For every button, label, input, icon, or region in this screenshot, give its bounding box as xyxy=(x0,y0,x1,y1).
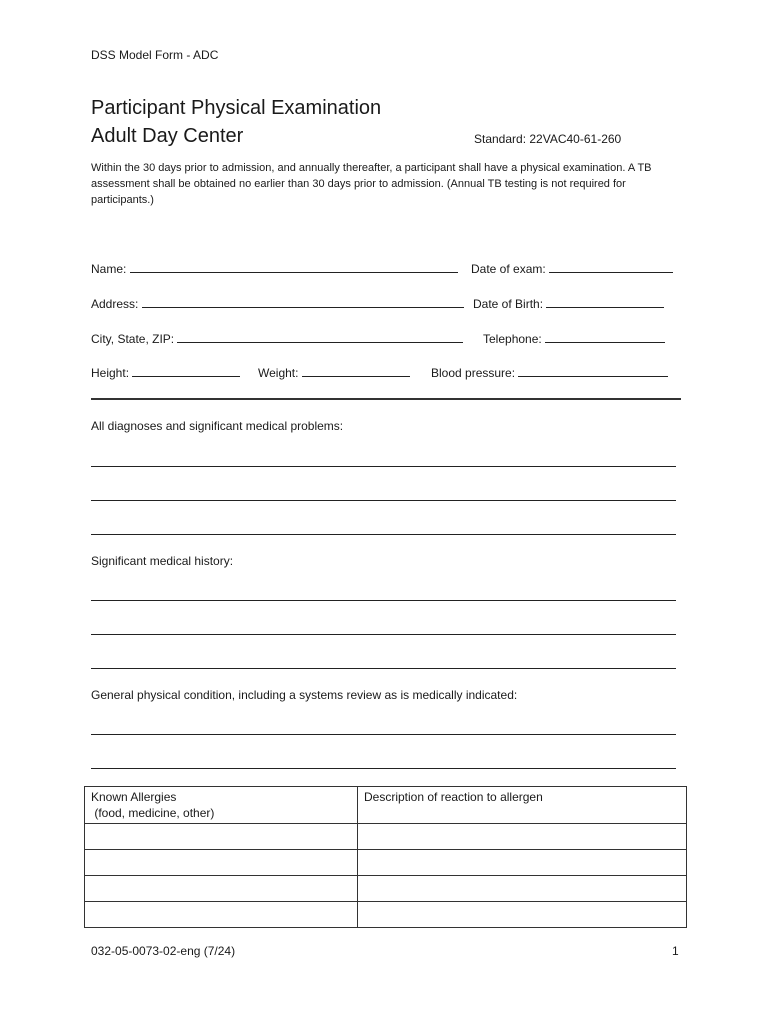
diagnoses-line-2[interactable] xyxy=(91,500,676,501)
table-row xyxy=(85,824,687,850)
allergies-table xyxy=(84,786,687,928)
table-row xyxy=(85,902,687,928)
city-state-zip-input-line[interactable] xyxy=(177,330,463,343)
form-title: Participant Physical Examination xyxy=(91,97,382,119)
physical-condition-line-1[interactable] xyxy=(91,734,676,735)
diagnoses-line-3[interactable] xyxy=(91,534,676,535)
reaction-cell[interactable] xyxy=(358,824,687,850)
date-of-birth-field-group xyxy=(473,295,664,312)
weight-input-line[interactable] xyxy=(302,364,410,377)
diagnoses-line-1[interactable] xyxy=(91,466,676,467)
telephone-input-line[interactable] xyxy=(545,330,665,343)
allergy-cell[interactable] xyxy=(85,824,358,850)
allergy-cell[interactable] xyxy=(85,876,358,902)
medical-history-line-3[interactable] xyxy=(91,668,676,669)
name-field-group xyxy=(91,260,458,277)
weight-label: Weight: xyxy=(258,366,299,380)
page-number: 1 xyxy=(672,944,679,958)
weight-field-group xyxy=(258,364,410,381)
known-allergies-header xyxy=(85,787,358,824)
section-divider xyxy=(91,398,681,400)
city-state-zip-field-group xyxy=(91,330,463,347)
reaction-cell[interactable] xyxy=(358,876,687,902)
reaction-cell[interactable] xyxy=(358,850,687,876)
date-of-birth-label: Date of Birth: xyxy=(473,297,544,311)
medical-history-line-2[interactable] xyxy=(91,634,676,635)
table-row xyxy=(85,876,687,902)
date-of-exam-field-group xyxy=(471,260,673,277)
telephone-field-group xyxy=(483,330,665,347)
medical-history-label: Significant medical history: xyxy=(91,554,234,568)
known-allergies-header-line2: (food, medicine, other) xyxy=(91,806,215,820)
date-of-exam-input-line[interactable] xyxy=(549,260,673,273)
standard-reference: Standard: 22VAC40-61-260 xyxy=(474,132,622,146)
diagnoses-label: All diagnoses and significant medical problems: xyxy=(91,419,344,433)
form-number: 032-05-0073-02-eng (7/24) xyxy=(91,944,236,958)
height-input-line[interactable] xyxy=(132,364,240,377)
reaction-description-header: Description of reaction to allergen xyxy=(358,787,687,824)
height-field-group xyxy=(91,364,240,381)
telephone-label: Telephone: xyxy=(483,332,542,346)
date-of-exam-label: Date of exam: xyxy=(471,262,546,276)
allergies-table-header-row xyxy=(85,787,687,824)
table-row xyxy=(85,850,687,876)
allergy-cell[interactable] xyxy=(85,850,358,876)
allergy-cell[interactable] xyxy=(85,902,358,928)
reaction-cell[interactable] xyxy=(358,902,687,928)
blood-pressure-field-group xyxy=(431,364,668,381)
name-input-line[interactable] xyxy=(130,260,458,273)
physical-condition-line-2[interactable] xyxy=(91,768,676,769)
height-label: Height: xyxy=(91,366,130,380)
form-subtitle: Adult Day Center xyxy=(91,125,244,147)
address-label: Address: xyxy=(91,297,139,311)
medical-history-line-1[interactable] xyxy=(91,600,676,601)
address-field-group xyxy=(91,295,464,312)
address-input-line[interactable] xyxy=(142,295,464,308)
known-allergies-header-line1: Known Allergies xyxy=(91,790,177,804)
name-label: Name: xyxy=(91,262,127,276)
blood-pressure-input-line[interactable] xyxy=(518,364,668,377)
form-header: DSS Model Form - ADC xyxy=(91,48,219,62)
physical-condition-label: General physical condition, including a systems review as is medically indicated: xyxy=(91,688,518,702)
date-of-birth-input-line[interactable] xyxy=(546,295,664,308)
blood-pressure-label: Blood pressure: xyxy=(431,366,516,380)
intro-paragraph: Within the 30 days prior to admission, and annually thereafter, a participant shall have a physical examination. A TB assessment shall be obtained no earlier than 30 days prior to admission. (Annual TB testing is not required for participants.) xyxy=(91,162,652,206)
city-state-zip-label: City, State, ZIP: xyxy=(91,332,175,346)
